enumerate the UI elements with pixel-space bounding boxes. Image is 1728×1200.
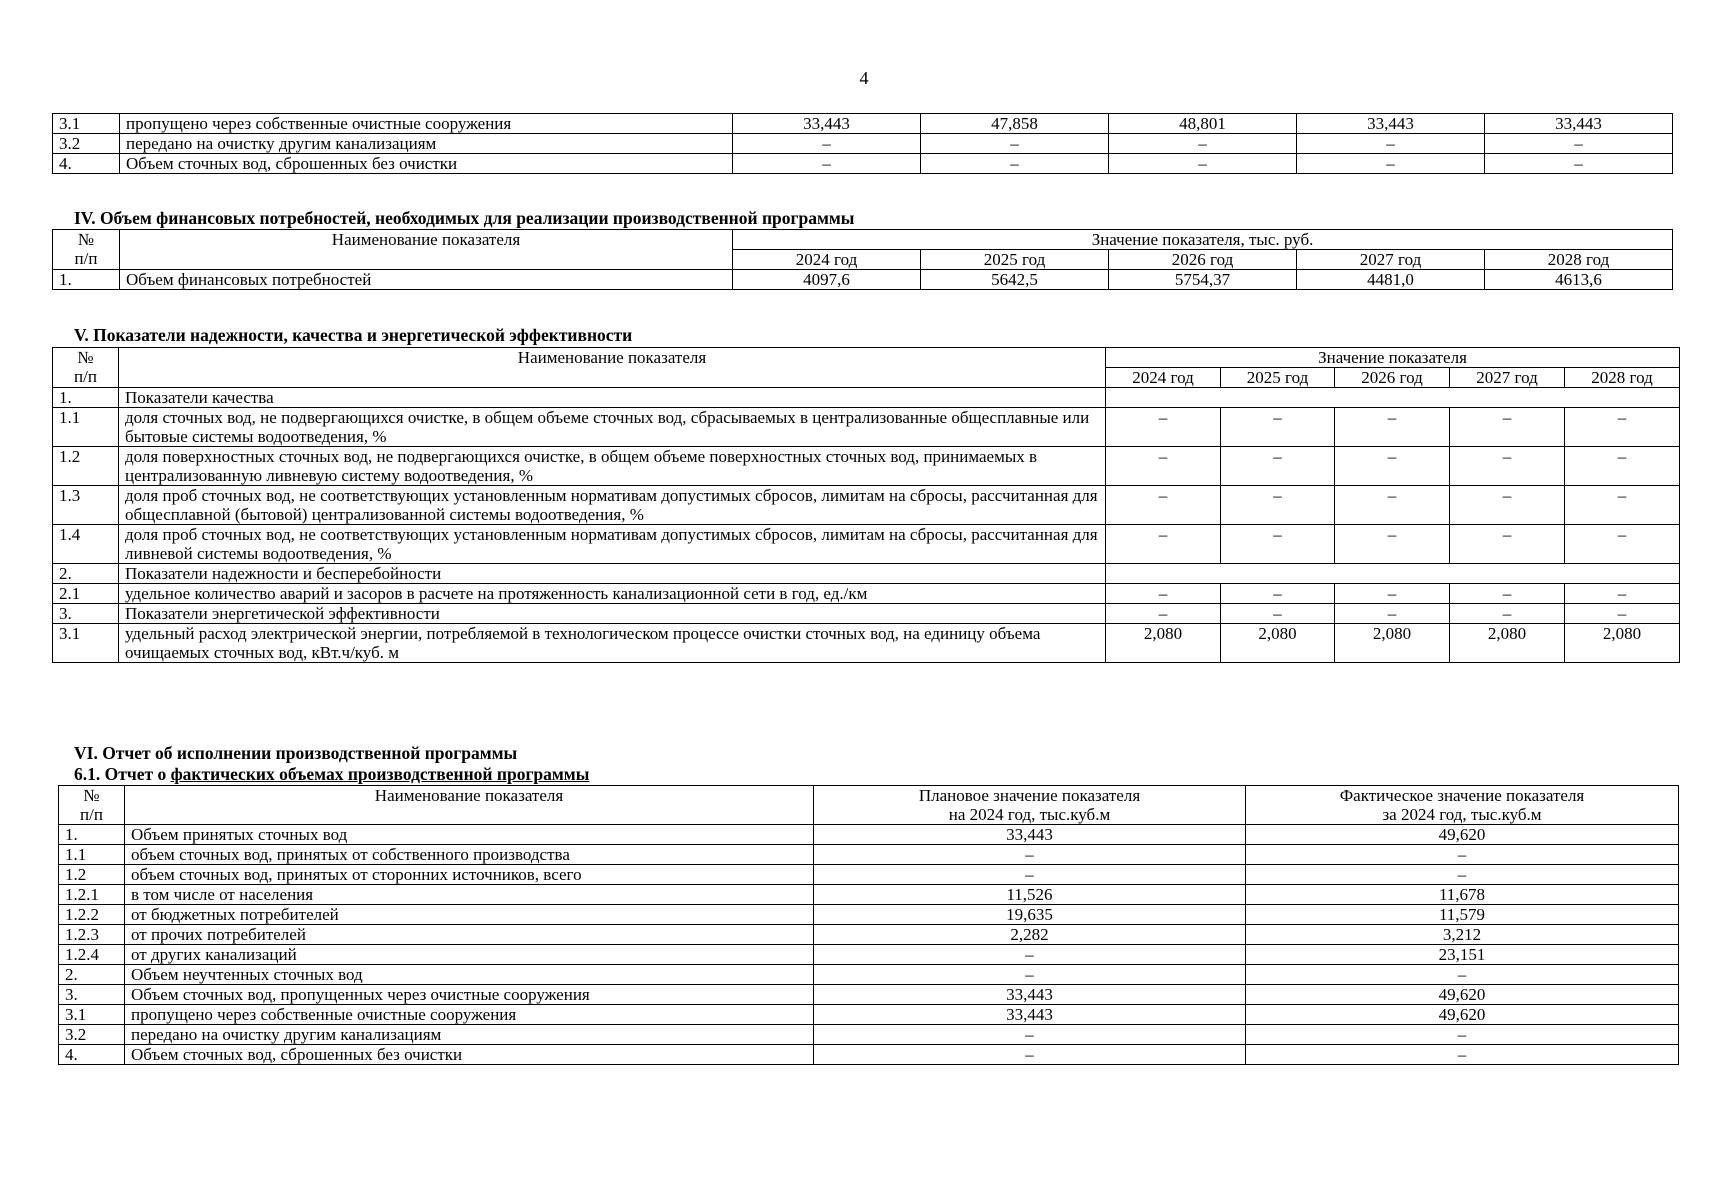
year-header: 2026 год — [1109, 250, 1297, 270]
row-fact-value: 23,151 — [1246, 945, 1679, 965]
table-row — [59, 905, 1679, 925]
year-header: 2027 год — [1450, 368, 1565, 388]
row-name: доля сточных вод, не подвергающихся очистке, в общем объеме сточных вод, сбрасываемых в централизованные общесплавные или бытовые системы водоотведения, % — [119, 408, 1106, 447]
row-name: Объем принятых сточных вод — [125, 825, 814, 845]
column-name-header: Наименование показателя — [120, 230, 733, 270]
group-row — [53, 388, 1680, 408]
row-number: 1.2.4 — [59, 945, 125, 965]
row-value: 4613,6 — [1485, 270, 1673, 290]
row-value: – — [1221, 486, 1335, 525]
row-number: 4. — [59, 1045, 125, 1065]
row-name: объем сточных вод, принятых от сторонних источников, всего — [125, 865, 814, 885]
column-value-header: Значение показателя, тыс. руб. — [733, 230, 1673, 250]
column-name-header: Наименование показателя — [125, 786, 814, 825]
row-name: от других канализаций — [125, 945, 814, 965]
row-number: 3.2 — [53, 134, 120, 154]
row-number: 1.2.3 — [59, 925, 125, 945]
row-fact-value: 11,579 — [1246, 905, 1679, 925]
row-value: – — [1335, 584, 1450, 604]
row-value: – — [921, 134, 1109, 154]
row-value: – — [1221, 408, 1335, 447]
table-row — [53, 624, 1680, 663]
table-row — [59, 925, 1679, 945]
row-name: Объем неучтенных сточных вод — [125, 965, 814, 985]
row-value: 5754,37 — [1109, 270, 1297, 290]
column-number-header: № п/п — [53, 348, 119, 388]
section-iv-heading: IV. Объем финансовых потребностей, необходимых для реализации производственной программы — [74, 208, 855, 228]
table-row — [53, 447, 1680, 486]
row-plan-value: – — [814, 865, 1246, 885]
column-number-header: № п/п — [59, 786, 125, 825]
table-row — [53, 486, 1680, 525]
row-name: удельный расход электрической энергии, потребляемой в технологическом процессе очистки сточных вод, на единицу объема очищаемых сточных вод, кВт.ч/куб. м — [119, 624, 1106, 663]
row-value: – — [921, 154, 1109, 174]
row-number: 2. — [53, 564, 119, 584]
row-fact-value: 49,620 — [1246, 985, 1679, 1005]
row-name: доля проб сточных вод, не соответствующих установленным нормативам допустимых сбросов, лимитам на сбросы, рассчитанная для общесплавной (бытовой) централизованной системы водоотведения, % — [119, 486, 1106, 525]
column-plan-header: Плановое значение показателя на 2024 год, тыс.куб.м — [814, 786, 1246, 825]
row-plan-value: – — [814, 965, 1246, 985]
page-number: 4 — [859, 68, 869, 88]
row-value: – — [733, 134, 921, 154]
row-number: 1. — [59, 825, 125, 845]
row-value: – — [1106, 525, 1221, 564]
row-number: 1.3 — [53, 486, 119, 525]
table-row — [59, 1045, 1679, 1065]
table-row — [59, 865, 1679, 885]
row-name: Показатели энергетической эффективности — [119, 604, 1106, 624]
section-v-heading: V. Показатели надежности, качества и энергетической эффективности — [74, 325, 633, 345]
row-fact-value: 3,212 — [1246, 925, 1679, 945]
table-row — [59, 965, 1679, 985]
row-value: 5642,5 — [921, 270, 1109, 290]
row-name: в том числе от населения — [125, 885, 814, 905]
row-value: 33,443 — [1485, 114, 1673, 134]
column-fact-header: Фактическое значение показателя за 2024 год, тыс.куб.м — [1246, 786, 1679, 825]
row-plan-value: 2,282 — [814, 925, 1246, 945]
row-fact-value: 11,678 — [1246, 885, 1679, 905]
row-fact-value: – — [1246, 1025, 1679, 1045]
row-name: Объем сточных вод, сброшенных без очистки — [125, 1045, 814, 1065]
row-value: – — [1106, 408, 1221, 447]
continuation-table — [52, 113, 1673, 174]
row-value: – — [1565, 525, 1680, 564]
row-name: объем сточных вод, принятых от собственного производства — [125, 845, 814, 865]
subheading-prefix: 6.1. Отчет о — [74, 764, 171, 784]
row-value: – — [1450, 408, 1565, 447]
row-name: передано на очистку другим канализациям — [125, 1025, 814, 1045]
financial-needs-table — [52, 229, 1673, 290]
row-value: 4481,0 — [1297, 270, 1485, 290]
row-number: 1.1 — [53, 408, 119, 447]
table-row — [59, 1005, 1679, 1025]
group-row — [53, 564, 1680, 584]
row-value: – — [1565, 584, 1680, 604]
table-row — [59, 825, 1679, 845]
row-name: доля поверхностных сточных вод, не подвергающихся очистке, в общем объеме поверхностных сточных вод, принимаемых в централизованную ливневую систему водоотведения, % — [119, 447, 1106, 486]
row-value: 48,801 — [1109, 114, 1297, 134]
row-value: – — [1565, 486, 1680, 525]
row-number: 1.4 — [53, 525, 119, 564]
row-name: удельное количество аварий и засоров в расчете на протяженность канализационной сети в год, ед./км — [119, 584, 1106, 604]
table-row — [53, 604, 1680, 624]
row-name: от прочих потребителей — [125, 925, 814, 945]
row-plan-value: – — [814, 1025, 1246, 1045]
row-value: – — [1221, 447, 1335, 486]
row-name: Объем сточных вод, сброшенных без очистки — [120, 154, 733, 174]
row-name: пропущено через собственные очистные сооружения — [125, 1005, 814, 1025]
table-row — [53, 134, 1673, 154]
row-fact-value: – — [1246, 865, 1679, 885]
row-name: от бюджетных потребителей — [125, 905, 814, 925]
row-number: 2. — [59, 965, 125, 985]
row-number: 1. — [53, 388, 119, 408]
table-row — [59, 945, 1679, 965]
row-value: – — [1335, 408, 1450, 447]
year-header: 2026 год — [1335, 368, 1450, 388]
row-plan-value: – — [814, 845, 1246, 865]
table-row — [53, 114, 1673, 134]
row-value: – — [1106, 584, 1221, 604]
row-value: 2,080 — [1221, 624, 1335, 663]
row-name: доля проб сточных вод, не соответствующих установленным нормативам допустимых сбросов, лимитам на сбросы, рассчитанная для ливневой системы водоотведения, % — [119, 525, 1106, 564]
table-row — [53, 154, 1673, 174]
section-vi-heading: VI. Отчет об исполнении производственной программы — [74, 743, 518, 763]
row-value: – — [1221, 584, 1335, 604]
empty-value-cell — [1106, 388, 1680, 408]
row-value: – — [1335, 525, 1450, 564]
row-value: – — [1106, 486, 1221, 525]
table-row — [59, 885, 1679, 905]
row-name: пропущено через собственные очистные сооружения — [120, 114, 733, 134]
row-value: – — [1221, 525, 1335, 564]
row-value: – — [1109, 134, 1297, 154]
row-number: 2.1 — [53, 584, 119, 604]
row-number: 3.2 — [59, 1025, 125, 1045]
row-value: 2,080 — [1450, 624, 1565, 663]
row-value: – — [733, 154, 921, 174]
row-name: Объем финансовых потребностей — [120, 270, 733, 290]
actual-volumes-table — [58, 785, 1679, 1065]
row-name: Показатели надежности и бесперебойности — [119, 564, 1106, 584]
row-value: – — [1485, 134, 1673, 154]
row-plan-value: 33,443 — [814, 1005, 1246, 1025]
table-row — [59, 1025, 1679, 1045]
row-plan-value: 11,526 — [814, 885, 1246, 905]
row-fact-value: 49,620 — [1246, 1005, 1679, 1025]
row-value: – — [1485, 154, 1673, 174]
row-value: – — [1450, 447, 1565, 486]
row-number: 1.2.2 — [59, 905, 125, 925]
row-value: – — [1297, 154, 1485, 174]
row-number: 3.1 — [53, 624, 119, 663]
section-6-1-heading — [74, 764, 589, 785]
row-fact-value: – — [1246, 1045, 1679, 1065]
row-name: Объем сточных вод, пропущенных через очистные сооружения — [125, 985, 814, 1005]
row-value: 2,080 — [1106, 624, 1221, 663]
table-row — [53, 408, 1680, 447]
row-value: 33,443 — [733, 114, 921, 134]
row-value: – — [1335, 604, 1450, 624]
row-number: 3.1 — [59, 1005, 125, 1025]
row-value: 47,858 — [921, 114, 1109, 134]
row-value: – — [1335, 447, 1450, 486]
table-row — [59, 845, 1679, 865]
row-number: 1.2 — [53, 447, 119, 486]
row-fact-value: 49,620 — [1246, 825, 1679, 845]
row-value: – — [1297, 134, 1485, 154]
row-value: 33,443 — [1297, 114, 1485, 134]
row-number: 3. — [59, 985, 125, 1005]
row-number: 1.2.1 — [59, 885, 125, 905]
row-name: Показатели качества — [119, 388, 1106, 408]
column-number-header: № п/п — [53, 230, 120, 270]
empty-value-cell — [1106, 564, 1680, 584]
row-number: 1. — [53, 270, 120, 290]
year-header: 2025 год — [1221, 368, 1335, 388]
row-value: – — [1565, 408, 1680, 447]
row-value: – — [1106, 604, 1221, 624]
row-value: – — [1450, 584, 1565, 604]
row-value: – — [1565, 604, 1680, 624]
table-row — [53, 584, 1680, 604]
row-plan-value: – — [814, 945, 1246, 965]
year-header: 2028 год — [1565, 368, 1680, 388]
row-plan-value: – — [814, 1045, 1246, 1065]
row-number: 4. — [53, 154, 120, 174]
row-plan-value: 19,635 — [814, 905, 1246, 925]
row-number: 3. — [53, 604, 119, 624]
row-fact-value: – — [1246, 845, 1679, 865]
column-name-header: Наименование показателя — [119, 348, 1106, 388]
column-value-header: Значение показателя — [1106, 348, 1680, 368]
row-value: 2,080 — [1335, 624, 1450, 663]
row-value: 4097,6 — [733, 270, 921, 290]
row-number: 1.1 — [59, 845, 125, 865]
row-value: – — [1335, 486, 1450, 525]
table-row — [53, 270, 1673, 290]
row-value: 2,080 — [1565, 624, 1680, 663]
row-value: – — [1565, 447, 1680, 486]
row-number: 3.1 — [53, 114, 120, 134]
row-value: – — [1450, 604, 1565, 624]
reliability-quality-table — [52, 347, 1680, 663]
row-plan-value: 33,443 — [814, 825, 1246, 845]
row-value: – — [1106, 447, 1221, 486]
row-fact-value: – — [1246, 965, 1679, 985]
year-header: 2025 год — [921, 250, 1109, 270]
row-value: – — [1450, 486, 1565, 525]
row-value: – — [1109, 154, 1297, 174]
year-header: 2027 год — [1297, 250, 1485, 270]
table-row — [59, 985, 1679, 1005]
row-number: 1.2 — [59, 865, 125, 885]
year-header: 2024 год — [1106, 368, 1221, 388]
year-header: 2028 год — [1485, 250, 1673, 270]
row-value: – — [1450, 525, 1565, 564]
row-value: – — [1221, 604, 1335, 624]
table-row — [53, 525, 1680, 564]
row-name: передано на очистку другим канализациям — [120, 134, 733, 154]
year-header: 2024 год — [733, 250, 921, 270]
subheading-underlined: фактических объемах производственной программы — [170, 764, 590, 784]
row-plan-value: 33,443 — [814, 985, 1246, 1005]
